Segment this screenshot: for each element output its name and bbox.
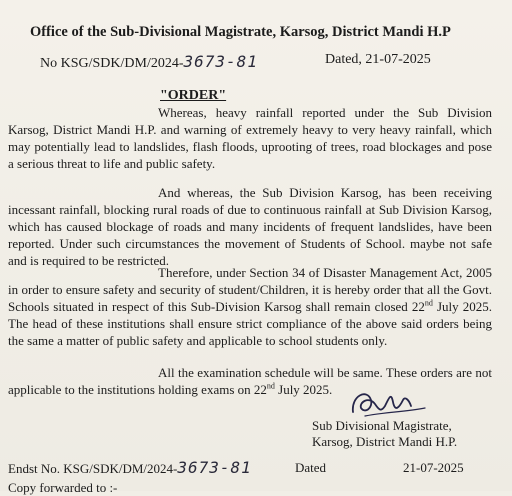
reference-number-handwritten: 3673-81 <box>183 52 258 71</box>
paragraph-therefore: Therefore, under Section 34 of Disaster Management Act, 2005 in order to ensure safety and security of student/Children, it is hereby order that all the Govt. Schools situated in respect of this Sub-Division Karsog shall remain closed 22nd July 2025. The head of these institutions shall ensure strict compliance of the above said orders being the same a matter of public safety and applicable to school students only. <box>8 265 492 348</box>
signature-block <box>312 418 457 450</box>
paragraph-examination: All the examination schedule will be same. These orders are not applicable to the institutions holding exams on 22nd July 2025. <box>8 365 492 397</box>
signatory-title: Sub Divisional Magistrate, <box>312 418 452 433</box>
order-date: Dated, 21-07-2025 <box>325 52 431 67</box>
endorsement-number-handwritten: 3673-81 <box>177 458 252 477</box>
reference-line <box>40 52 500 72</box>
order-heading: "ORDER" <box>160 88 227 103</box>
office-title: Office of the Sub-Divisional Magistrate, Karsog, District Mandi H.P <box>30 24 451 40</box>
reference-prefix: No KSG/SDK/DM/2024- <box>40 56 184 71</box>
endorsement-line <box>8 458 508 477</box>
endorsement-dated-label: Dated <box>295 460 327 475</box>
copy-forwarded-line: Copy forwarded to :- <box>8 480 118 495</box>
endorsement-prefix: Endst No. KSG/SDK/DM/2024- <box>8 461 178 476</box>
paragraph-whereas: Whereas, heavy rainfall reported under the Sub Division Karsog, District Mandi H.P. and warning of extremely heavy to very heavy rainfall, which may potentially lead to landslides, flash floods, uprooting of trees, road blockages and pose a serious threat to life and public safety. <box>8 105 492 171</box>
signatory-office: Karsog, District Mandi H.P. <box>312 434 458 449</box>
endorsement-date: 21-07-2025 <box>403 460 464 475</box>
paragraph-and-whereas: And whereas, the Sub Division Karsog, has been receiving incessant rainfall, blocking rural roads of due to continuous rainfall at Sub Division Karsog, which has caused blockage of roads and many incidents of frequent landslides, have been reported. Under such circumstances the movement of Students of School. maybe not safe and is required to be restricted. <box>8 185 492 268</box>
